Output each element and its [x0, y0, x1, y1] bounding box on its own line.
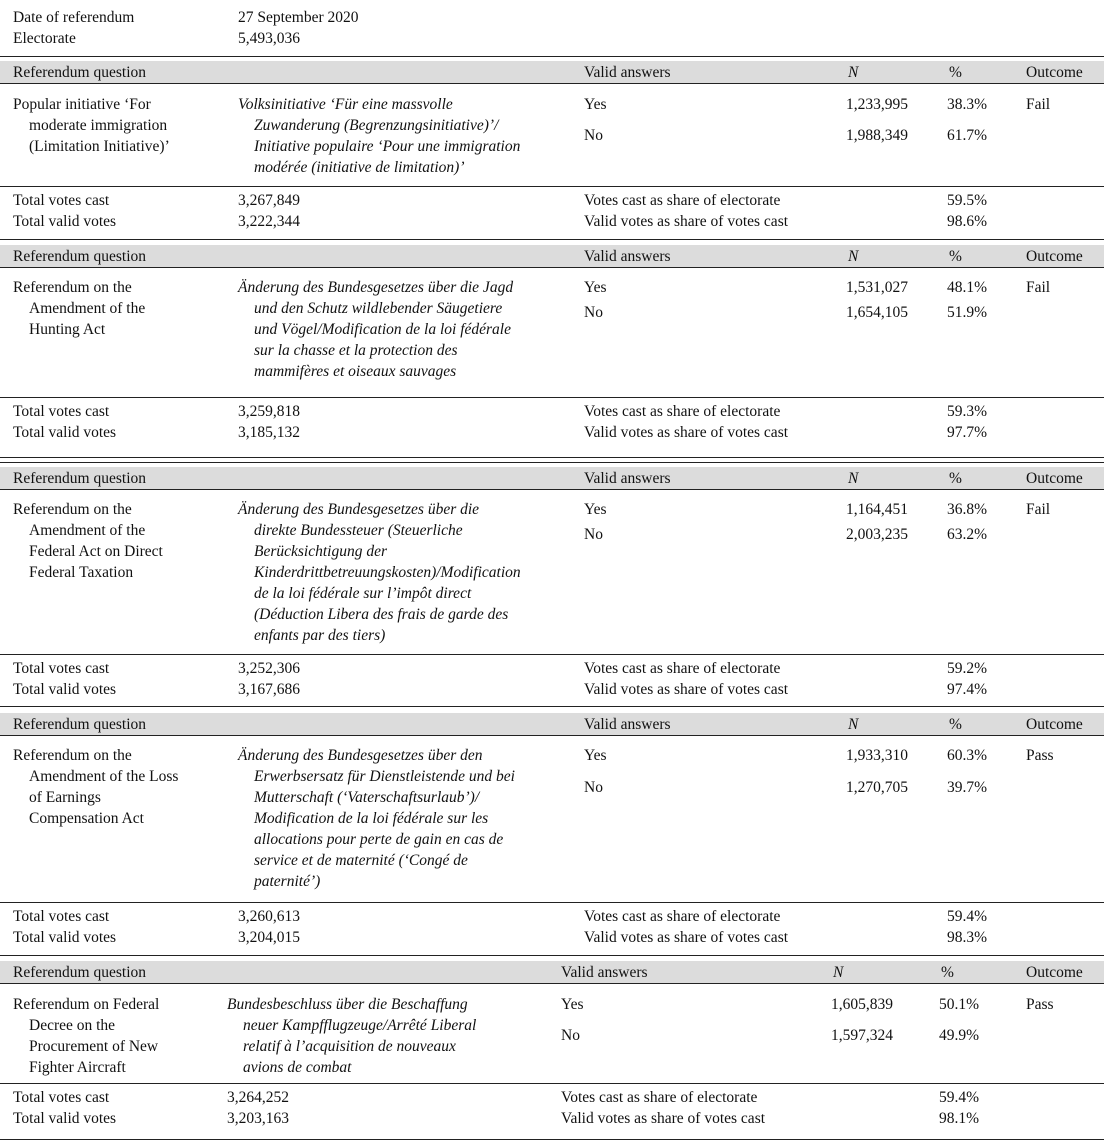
total-votes-cast-value: 3,259,818 [238, 403, 300, 420]
question-en-line: Federal Act on Direct [29, 543, 163, 560]
share-electorate-value: 59.4% [939, 1089, 980, 1106]
rule-top-0 [0, 56, 1104, 57]
share-electorate-label: Votes cast as share of electorate [584, 660, 781, 677]
share-votes-cast-label: Valid votes as share of votes cast [584, 213, 789, 230]
question-en-line: Referendum on Federal [13, 996, 160, 1013]
question-original-line: (Déduction Libera des frais de garde des [254, 606, 509, 623]
question-original-line: Erwerbsersatz für Dienstleistende und bei [254, 768, 515, 785]
col-n: N [848, 470, 859, 487]
col-pct: % [949, 64, 962, 81]
yes-percent: 48.1% [947, 279, 988, 296]
question-original-line: Modification de la loi fédérale sur les [254, 810, 489, 827]
yes-percent: 50.1% [939, 996, 980, 1013]
total-valid-votes-value: 3,203,163 [227, 1110, 289, 1127]
outcome-value: Fail [1026, 501, 1051, 518]
rule-header-bottom-0 [0, 83, 1104, 84]
total-valid-votes-value: 3,167,686 [238, 681, 300, 698]
col-outcome: Outcome [1026, 964, 1083, 981]
rule-totals-2 [0, 654, 1104, 655]
answer-yes: Yes [584, 279, 607, 296]
col-valid-answers: Valid answers [584, 470, 671, 487]
col-question: Referendum question [13, 64, 147, 81]
total-valid-votes-label: Total valid votes [13, 929, 117, 946]
total-votes-cast-value: 3,267,849 [238, 192, 300, 209]
rule-top-3 [0, 706, 1104, 707]
question-en-line: (Limitation Initiative)’ [29, 138, 170, 155]
rule-header-bottom-3 [0, 735, 1104, 736]
rule-header-bottom-2 [0, 489, 1104, 490]
rule-totals-0 [0, 186, 1104, 187]
share-votes-cast-value: 98.1% [939, 1110, 980, 1127]
rule-double-a [0, 457, 1104, 458]
yes-count: 1,233,995 [846, 96, 908, 113]
question-original-line: sur la chasse et la protection des [254, 342, 458, 359]
share-electorate-value: 59.4% [947, 908, 988, 925]
question-en-line: Referendum on the [13, 747, 132, 764]
total-valid-votes-value: 3,222,344 [238, 213, 300, 230]
total-valid-votes-value: 3,185,132 [238, 424, 300, 441]
yes-count: 1,164,451 [846, 501, 908, 518]
total-votes-cast-label: Total votes cast [13, 192, 110, 209]
col-n: N [848, 716, 859, 733]
question-en-line: Decree on the [29, 1017, 116, 1034]
col-question: Referendum question [13, 964, 147, 981]
question-original-line: mammifères et oiseaux sauvages [254, 363, 457, 380]
total-votes-cast-label: Total votes cast [13, 908, 110, 925]
share-votes-cast-label: Valid votes as share of votes cast [584, 929, 789, 946]
answer-no: No [584, 127, 603, 144]
no-count: 2,003,235 [846, 526, 908, 543]
question-original-line: Änderung des Bundesgesetzes über die [238, 501, 480, 518]
question-en-line: moderate immigration [29, 117, 168, 134]
question-original-line: Änderung des Bundesgesetzes über die Jagd [238, 279, 514, 296]
answer-no: No [584, 526, 603, 543]
share-votes-cast-value: 97.7% [947, 424, 988, 441]
yes-count: 1,605,839 [831, 996, 893, 1013]
rule-header-bottom-1 [0, 267, 1104, 268]
question-original-line: Kinderdrittbetreuungskosten)/Modification [254, 564, 521, 581]
total-valid-votes-label: Total valid votes [13, 681, 117, 698]
no-percent: 63.2% [947, 526, 988, 543]
yes-percent: 38.3% [947, 96, 988, 113]
answer-yes: Yes [584, 747, 607, 764]
yes-count: 1,531,027 [846, 279, 908, 296]
total-valid-votes-label: Total valid votes [13, 424, 117, 441]
question-original-line: service et de maternité (‘Congé de [254, 852, 468, 869]
share-votes-cast-label: Valid votes as share of votes cast [584, 681, 789, 698]
question-original-line: Berücksichtigung der [254, 543, 388, 560]
question-en-line: Amendment of the [29, 522, 146, 539]
question-en-line: Compensation Act [29, 810, 144, 827]
col-valid-answers: Valid answers [561, 964, 648, 981]
question-original-line: de la loi fédérale sur l’impôt direct [254, 585, 472, 602]
answer-no: No [561, 1027, 580, 1044]
share-electorate-value: 59.3% [947, 403, 988, 420]
total-valid-votes-value: 3,204,015 [238, 929, 300, 946]
share-electorate-label: Votes cast as share of electorate [584, 192, 781, 209]
question-en-line: Amendment of the Loss [29, 768, 179, 785]
total-votes-cast-label: Total votes cast [13, 1089, 110, 1106]
col-outcome: Outcome [1026, 64, 1083, 81]
header-band-0 [0, 61, 1104, 83]
col-question: Referendum question [13, 470, 147, 487]
total-votes-cast-value: 3,260,613 [238, 908, 300, 925]
header-band-3 [0, 713, 1104, 735]
col-valid-answers: Valid answers [584, 248, 671, 265]
question-original-line: Volksinitiative ‘Für eine massvolle [238, 96, 453, 113]
col-outcome: Outcome [1026, 470, 1083, 487]
question-original-line: Mutterschaft (‘Vaterschaftsurlaub’)/ [254, 789, 480, 806]
col-question: Referendum question [13, 248, 147, 265]
question-original-line: relatif à l’acquisition de nouveaux [243, 1038, 456, 1055]
rule-totals-1 [0, 397, 1104, 398]
rule-top-4 [0, 955, 1104, 956]
question-original-line: enfants par des tiers) [254, 627, 386, 644]
answer-no: No [584, 779, 603, 796]
question-en-line: of Earnings [29, 789, 101, 806]
question-original-line: allocations pour perte de gain en cas de [254, 831, 504, 848]
question-original-line: Änderung des Bundesgesetzes über den [238, 747, 483, 764]
no-percent: 51.9% [947, 304, 988, 321]
header-band-2 [0, 467, 1104, 489]
col-n: N [833, 964, 844, 981]
col-pct: % [949, 716, 962, 733]
yes-percent: 60.3% [947, 747, 988, 764]
share-electorate-label: Votes cast as share of electorate [561, 1089, 758, 1106]
yes-percent: 36.8% [947, 501, 988, 518]
share-electorate-value: 59.2% [947, 660, 988, 677]
col-pct: % [949, 248, 962, 265]
share-votes-cast-value: 98.6% [947, 213, 988, 230]
total-votes-cast-value: 3,252,306 [238, 660, 300, 677]
question-original-line: paternité’) [254, 873, 321, 890]
outcome-value: Fail [1026, 96, 1051, 113]
share-electorate-value: 59.5% [947, 192, 988, 209]
total-votes-cast-label: Total votes cast [13, 660, 110, 677]
question-original-line: modérée (initiative de limitation)’ [254, 159, 465, 176]
question-original-line: und den Schutz wildlebender Säugetiere [254, 300, 503, 317]
col-pct: % [941, 964, 954, 981]
electorate-label: Electorate [13, 30, 76, 47]
col-valid-answers: Valid answers [584, 64, 671, 81]
rule-totals-3 [0, 902, 1104, 903]
answer-yes: Yes [584, 501, 607, 518]
total-votes-cast-label: Total votes cast [13, 403, 110, 420]
question-en-line: Hunting Act [29, 321, 106, 338]
question-en-line: Federal Taxation [29, 564, 134, 581]
no-percent: 49.9% [939, 1027, 980, 1044]
yes-count: 1,933,310 [846, 747, 908, 764]
col-outcome: Outcome [1026, 248, 1083, 265]
no-count: 1,597,324 [831, 1027, 893, 1044]
share-votes-cast-value: 98.3% [947, 929, 988, 946]
col-outcome: Outcome [1026, 716, 1083, 733]
share-votes-cast-label: Valid votes as share of votes cast [584, 424, 789, 441]
date-value: 27 September 2020 [238, 9, 359, 26]
question-en-line: Fighter Aircraft [29, 1059, 126, 1076]
electorate-value: 5,493,036 [238, 30, 300, 47]
question-original-line: direkte Bundessteuer (Steuerliche [254, 522, 463, 539]
question-original-line: neuer Kampfflugzeuge/Arrêté Liberal [243, 1017, 477, 1034]
share-votes-cast-value: 97.4% [947, 681, 988, 698]
no-percent: 61.7% [947, 127, 988, 144]
col-valid-answers: Valid answers [584, 716, 671, 733]
answer-yes: Yes [561, 996, 584, 1013]
question-en-line: Referendum on the [13, 501, 132, 518]
question-en-line: Amendment of the [29, 300, 146, 317]
outcome-value: Pass [1026, 996, 1054, 1013]
total-valid-votes-label: Total valid votes [13, 1110, 117, 1127]
question-original-line: und Vögel/Modification de la loi fédérale [254, 321, 511, 338]
question-en-line: Referendum on the [13, 279, 132, 296]
question-original-line: Zuwanderung (Begrenzungsinitiative)’/ [254, 117, 499, 134]
question-original-line: Initiative populaire ‘Pour une immigration [254, 138, 521, 155]
rule-top-1 [0, 239, 1104, 240]
answer-no: No [584, 304, 603, 321]
col-n: N [848, 248, 859, 265]
outcome-value: Fail [1026, 279, 1051, 296]
question-original-line: Bundesbeschluss über die Beschaffung [227, 996, 468, 1013]
total-votes-cast-value: 3,264,252 [227, 1089, 289, 1106]
rule-header-bottom-4 [0, 983, 1104, 984]
total-valid-votes-label: Total valid votes [13, 213, 117, 230]
header-band-1 [0, 245, 1104, 267]
outcome-value: Pass [1026, 747, 1054, 764]
rule-bottom [0, 1139, 1104, 1140]
question-original-line: avions de combat [243, 1059, 352, 1076]
rule-totals-4 [0, 1083, 1104, 1084]
share-votes-cast-label: Valid votes as share of votes cast [561, 1110, 766, 1127]
question-en-line: Procurement of New [29, 1038, 159, 1055]
question-en-line: Popular initiative ‘For [13, 96, 151, 113]
answer-yes: Yes [584, 96, 607, 113]
no-percent: 39.7% [947, 779, 988, 796]
share-electorate-label: Votes cast as share of electorate [584, 403, 781, 420]
no-count: 1,654,105 [846, 304, 908, 321]
no-count: 1,270,705 [846, 779, 908, 796]
rule-top-2 [0, 462, 1104, 463]
col-n: N [848, 64, 859, 81]
no-count: 1,988,349 [846, 127, 908, 144]
date-label: Date of referendum [13, 9, 135, 26]
share-electorate-label: Votes cast as share of electorate [584, 908, 781, 925]
col-pct: % [949, 470, 962, 487]
col-question: Referendum question [13, 716, 147, 733]
